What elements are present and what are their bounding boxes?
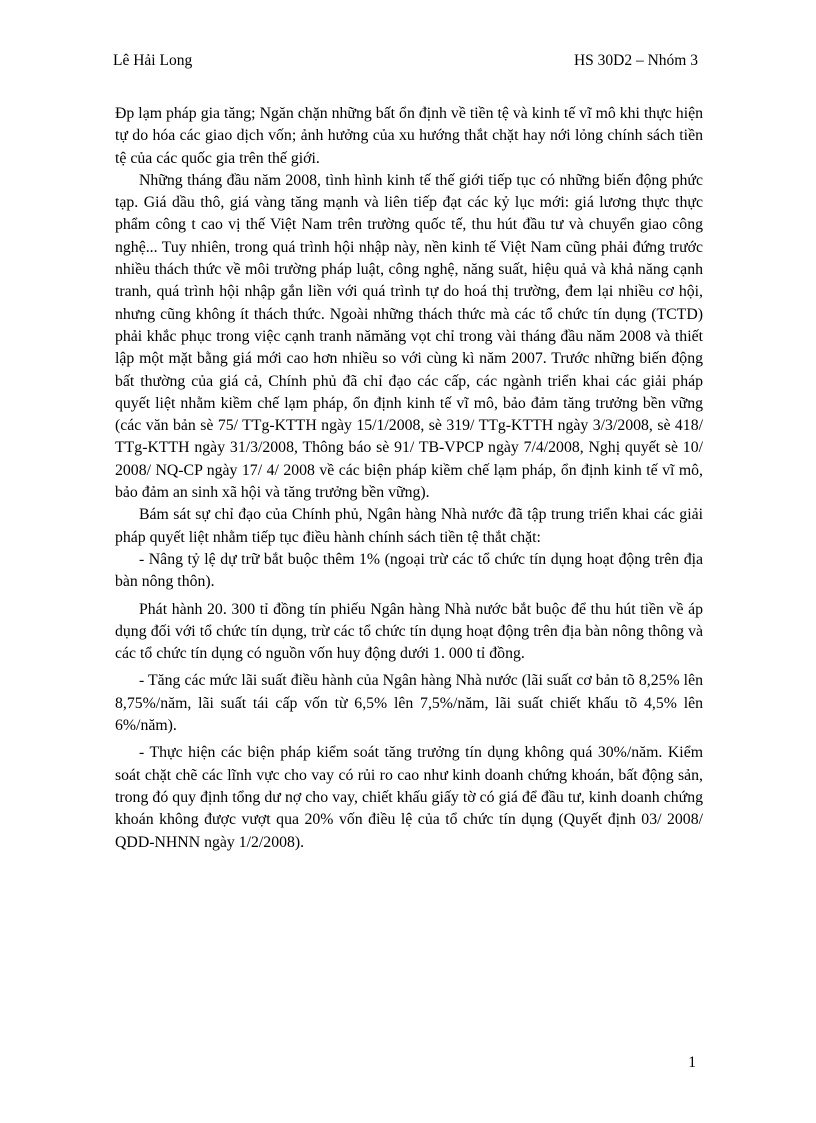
bullet-interest-rates: - Tăng các mức lãi suất điều hành của Ngân hàng Nhà nước (lãi suất cơ bản tõ 8,25% lên 8,75%/năm, lãi suất tái cấp vốn từ 6,5% lên 7,5%/năm, lãi suất chiết khấu tõ 4,5% lên 6%/năm). — [115, 672, 703, 735]
bullet-reserve-ratio: - Nâng tỷ lệ dự trữ bắt buộc thêm 1% (ngoại trừ các tổ chức tín dụng hoạt động trên địa bàn nông thôn). — [115, 550, 703, 591]
paragraph-3: Bám sát sự chỉ đạo của Chính phủ, Ngân hàng Nhà nước đã tập trung triển khai các giải pháp quyết liệt nhằm tiếp tục điều hành chính sách tiền tệ thắt chặt: — [115, 506, 703, 546]
header-author: Lê Hải Long — [113, 52, 193, 69]
paragraph-1: Đp lạm pháp gia tăng; Ngăn chặn những bất ổn định về tiền tệ và kinh tế vĩ mô khi thực hiện tự do hóa các giao dịch vốn; ảnh hưởng của xu hướng thắt chặt hay nới lỏng chính sách tiền tệ của các quốc gia trên thế giới. — [115, 105, 703, 167]
bullet-credit-growth: - Thực hiện các biện pháp kiểm soát tăng trưởng tín dụng không quá 30%/năm. Kiểm soát chặt chẽ các lĩnh vực cho vay có rủi ro cao như kinh doanh chứng khoán, bất động sản, trong đó quy định tổng dư nợ cho vay, chiết khấu giấy tờ có giá để đầu tư, kinh doanh chứng khoán không được vượt qua 20% vốn điều lệ của tổ chức tín dụng (Quyết định 03/ 2008/ QDD-NHNN ngày 1/2/2008). — [115, 744, 703, 851]
header-group: HS 30D2 – Nhóm 3 — [573, 52, 698, 69]
page-number: 1 — [688, 1054, 696, 1071]
document-body — [115, 103, 703, 854]
paragraph-2: Những tháng đầu năm 2008, tình hình kinh tế thế giới tiếp tục có những biến động phức tạp. Giá dầu thô, giá vàng tăng mạnh và liên tiếp đạt các kỷ lục mới: giá lương thực thực phẩm công t cao vị thế Việt Nam trên trường quốc tế, thu hút đầu tư và chuyển giao công nghệ... Tuy nhiên, trong quá trình hội nhập này, nền kinh tế Việt Nam cũng phải đứng trước nhiều thách thức về môi trường pháp luật, công nghệ, năng suất, hiệu quả và khả năng cạnh tranh, quá trình hội nhập gắn liền với quá trình tự do hoá thị trường, đem lại nhiều cơ hội, nhưng cũng không ít thách thức. Ngoài những thách thức mà các tổ chức tín dụng (TCTD) phải khắc phục trong việc cạnh tranh nămăng vọt chỉ trong vài tháng đầu năm 2008 và thiết lập một mặt bằng giá mới cao hơn nhiều so với cùng kì năm 2007. Trước những biến động bất thường của giá cả, Chính phủ đã chỉ đạo các cấp, các ngành triển khai các giải pháp quyết liệt nhằm kiềm chế lạm pháp, ổn định kinh tế vĩ mô, bảo đảm tăng trưởng bền vững (các văn bản sè 75/ TTg-KTTH ngày 15/1/2008, sè 319/ TTg-KTTH ngày 3/3/2008, sè 418/ TTg-KTTH ngày 31/3/2008, Thông báo sè 91/ TB-VPCP ngày 7/4/2008, Nghị quyết sè 10/ 2008/ NQ-CP ngày 17/ 4/ 2008 về các biện pháp kiềm chế lạm pháp, ổn định kinh tế vĩ mô, bảo đảm an sinh xã hội và tăng trưởng bền vững). — [115, 171, 703, 502]
paragraph-bills-issue: Phát hành 20. 300 tỉ đồng tín phiếu Ngân hàng Nhà nước bắt buộc để thu hút tiền về áp dụng đối với tổ chức tín dụng, trừ các tổ chức tín dụng hoạt động trên địa bàn nông thông và các tổ chức tín dụng có nguồn vốn huy động dưới 1. 000 tỉ đồng. — [115, 600, 703, 663]
